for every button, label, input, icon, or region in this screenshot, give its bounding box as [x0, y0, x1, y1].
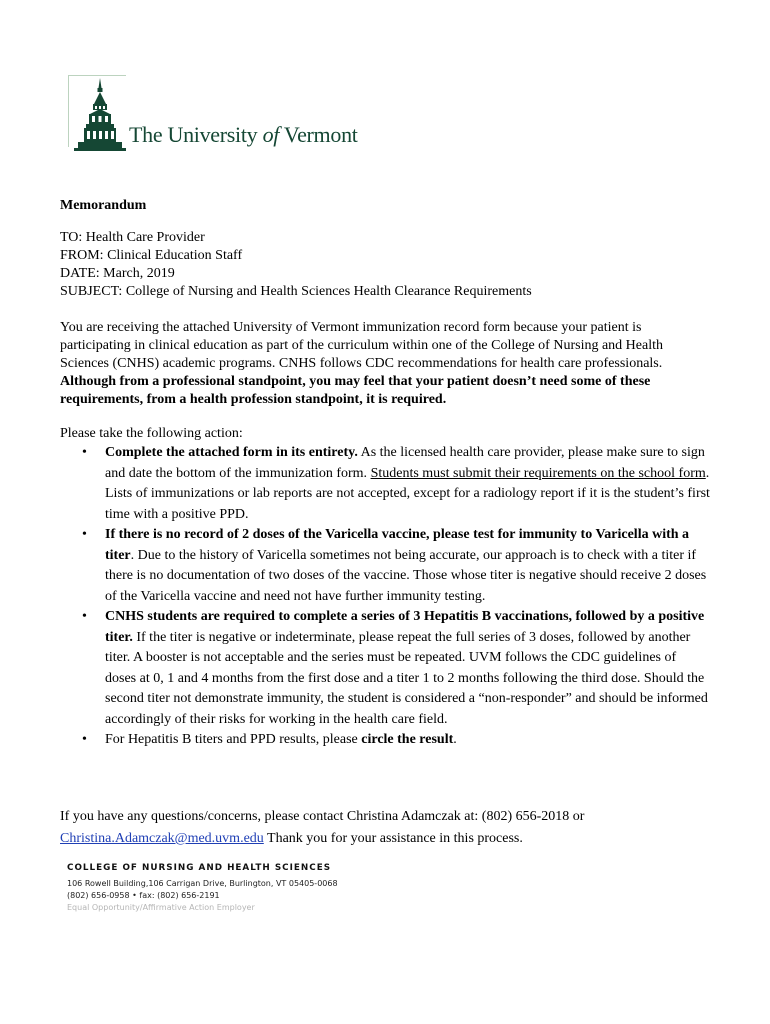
- action-lead: Please take the following action:: [60, 426, 243, 441]
- underlined-requirement: Students must submit their requirements on the school form: [370, 465, 706, 481]
- logo-divider-vertical: [68, 75, 69, 147]
- logo-wordmark: The University of Vermont: [129, 122, 358, 147]
- bullet-icon: •: [82, 609, 87, 624]
- bullet-icon: •: [82, 445, 87, 460]
- memo-title: Memorandum: [60, 198, 147, 213]
- footer-eeo: Equal Opportunity/Affirmative Action Employer: [67, 903, 255, 912]
- memo-from: FROM: Clinical Education Staff: [60, 248, 243, 263]
- bullet-icon: •: [82, 732, 87, 747]
- intro-paragraph: You are receiving the attached University of Vermont immunization record form because your patient is participating in clinical education as part of the curriculum within one of the College of Nursing and Health Sciences (CNHS) academic programs. CNHS follows CDC recommendations for health care professionals. Although from a professional standpoint, you may feel that your patient doesn’t need some of these requirements, from a health profession standpoint, it is required.: [60, 320, 663, 407]
- list-item: • Complete the attached form in its entirety. As the licensed health care provider, please make sure to sign and date the bottom of the immunization form. Students must submit their requirements on the school form. Lists of immunizations or lab reports are not accepted, except for a radiology report if it is the student’s first time with a positive PPD.: [82, 445, 710, 522]
- logo-divider: [68, 75, 126, 76]
- footer-address: 106 Rowell Building,106 Carrigan Drive, Burlington, VT 05405-0068: [67, 879, 338, 888]
- bullet-icon: •: [82, 527, 87, 542]
- list-item: • For Hepatitis B titers and PPD results, please circle the result.: [60, 730, 710, 751]
- memo-date: DATE: March, 2019: [60, 266, 175, 281]
- intro-emphasis: Although from a professional standpoint, you may feel that your patient doesn’t need some of these requirements, from a health profession standpoint, it is required.: [60, 374, 651, 407]
- email-link[interactable]: Christina.Adamczak@med.uvm.edu: [60, 831, 264, 846]
- footer-college: COLLEGE OF NURSING AND HEALTH SCIENCES: [67, 863, 332, 873]
- tower-icon: [74, 78, 126, 152]
- contact-paragraph: If you have any questions/concerns, please contact Christina Adamczak at: (802) 656-2018 or Christina.Adamczak@med.uvm.edu Thank you for your assistance in this process.: [60, 809, 585, 846]
- footer: [67, 863, 338, 912]
- footer-phone: (802) 656-0958 • fax: (802) 656-2191: [67, 891, 220, 900]
- list-item: • CNHS students are required to complete a series of 3 Hepatitis B vaccinations, followed by a positive titer. If the titer is negative or indeterminate, please repeat the full series of 3 doses, followed by another titer. A booster is not acceptable and the series must be repeated. UVM follows the CDC guidelines of doses at 0, 1 and 4 months from the first dose and a titer 1 to 2 months following the third dose. Should the second titer not demonstrate immunity, the student is considered a “non-responder” and should be informed accordingly of their risks for working in the health care field.: [82, 609, 708, 727]
- list-item: • If there is no record of 2 doses of the Varicella vaccine, please test for immunity to Varicella with a titer. Due to the history of Varicella sometimes not being accurate, our approach is to check with a titer if there is no documentation of two doses of the vaccine. Those whose titer is negative should receive 2 doses of the Varicella vaccine and need not have further immunity testing.: [82, 527, 707, 604]
- action-list: [60, 443, 710, 751]
- memo-subject: SUBJECT: College of Nursing and Health Sciences Health Clearance Requirements: [60, 284, 532, 299]
- memo-to: TO: Health Care Provider: [60, 230, 205, 245]
- university-logo: [66, 75, 366, 155]
